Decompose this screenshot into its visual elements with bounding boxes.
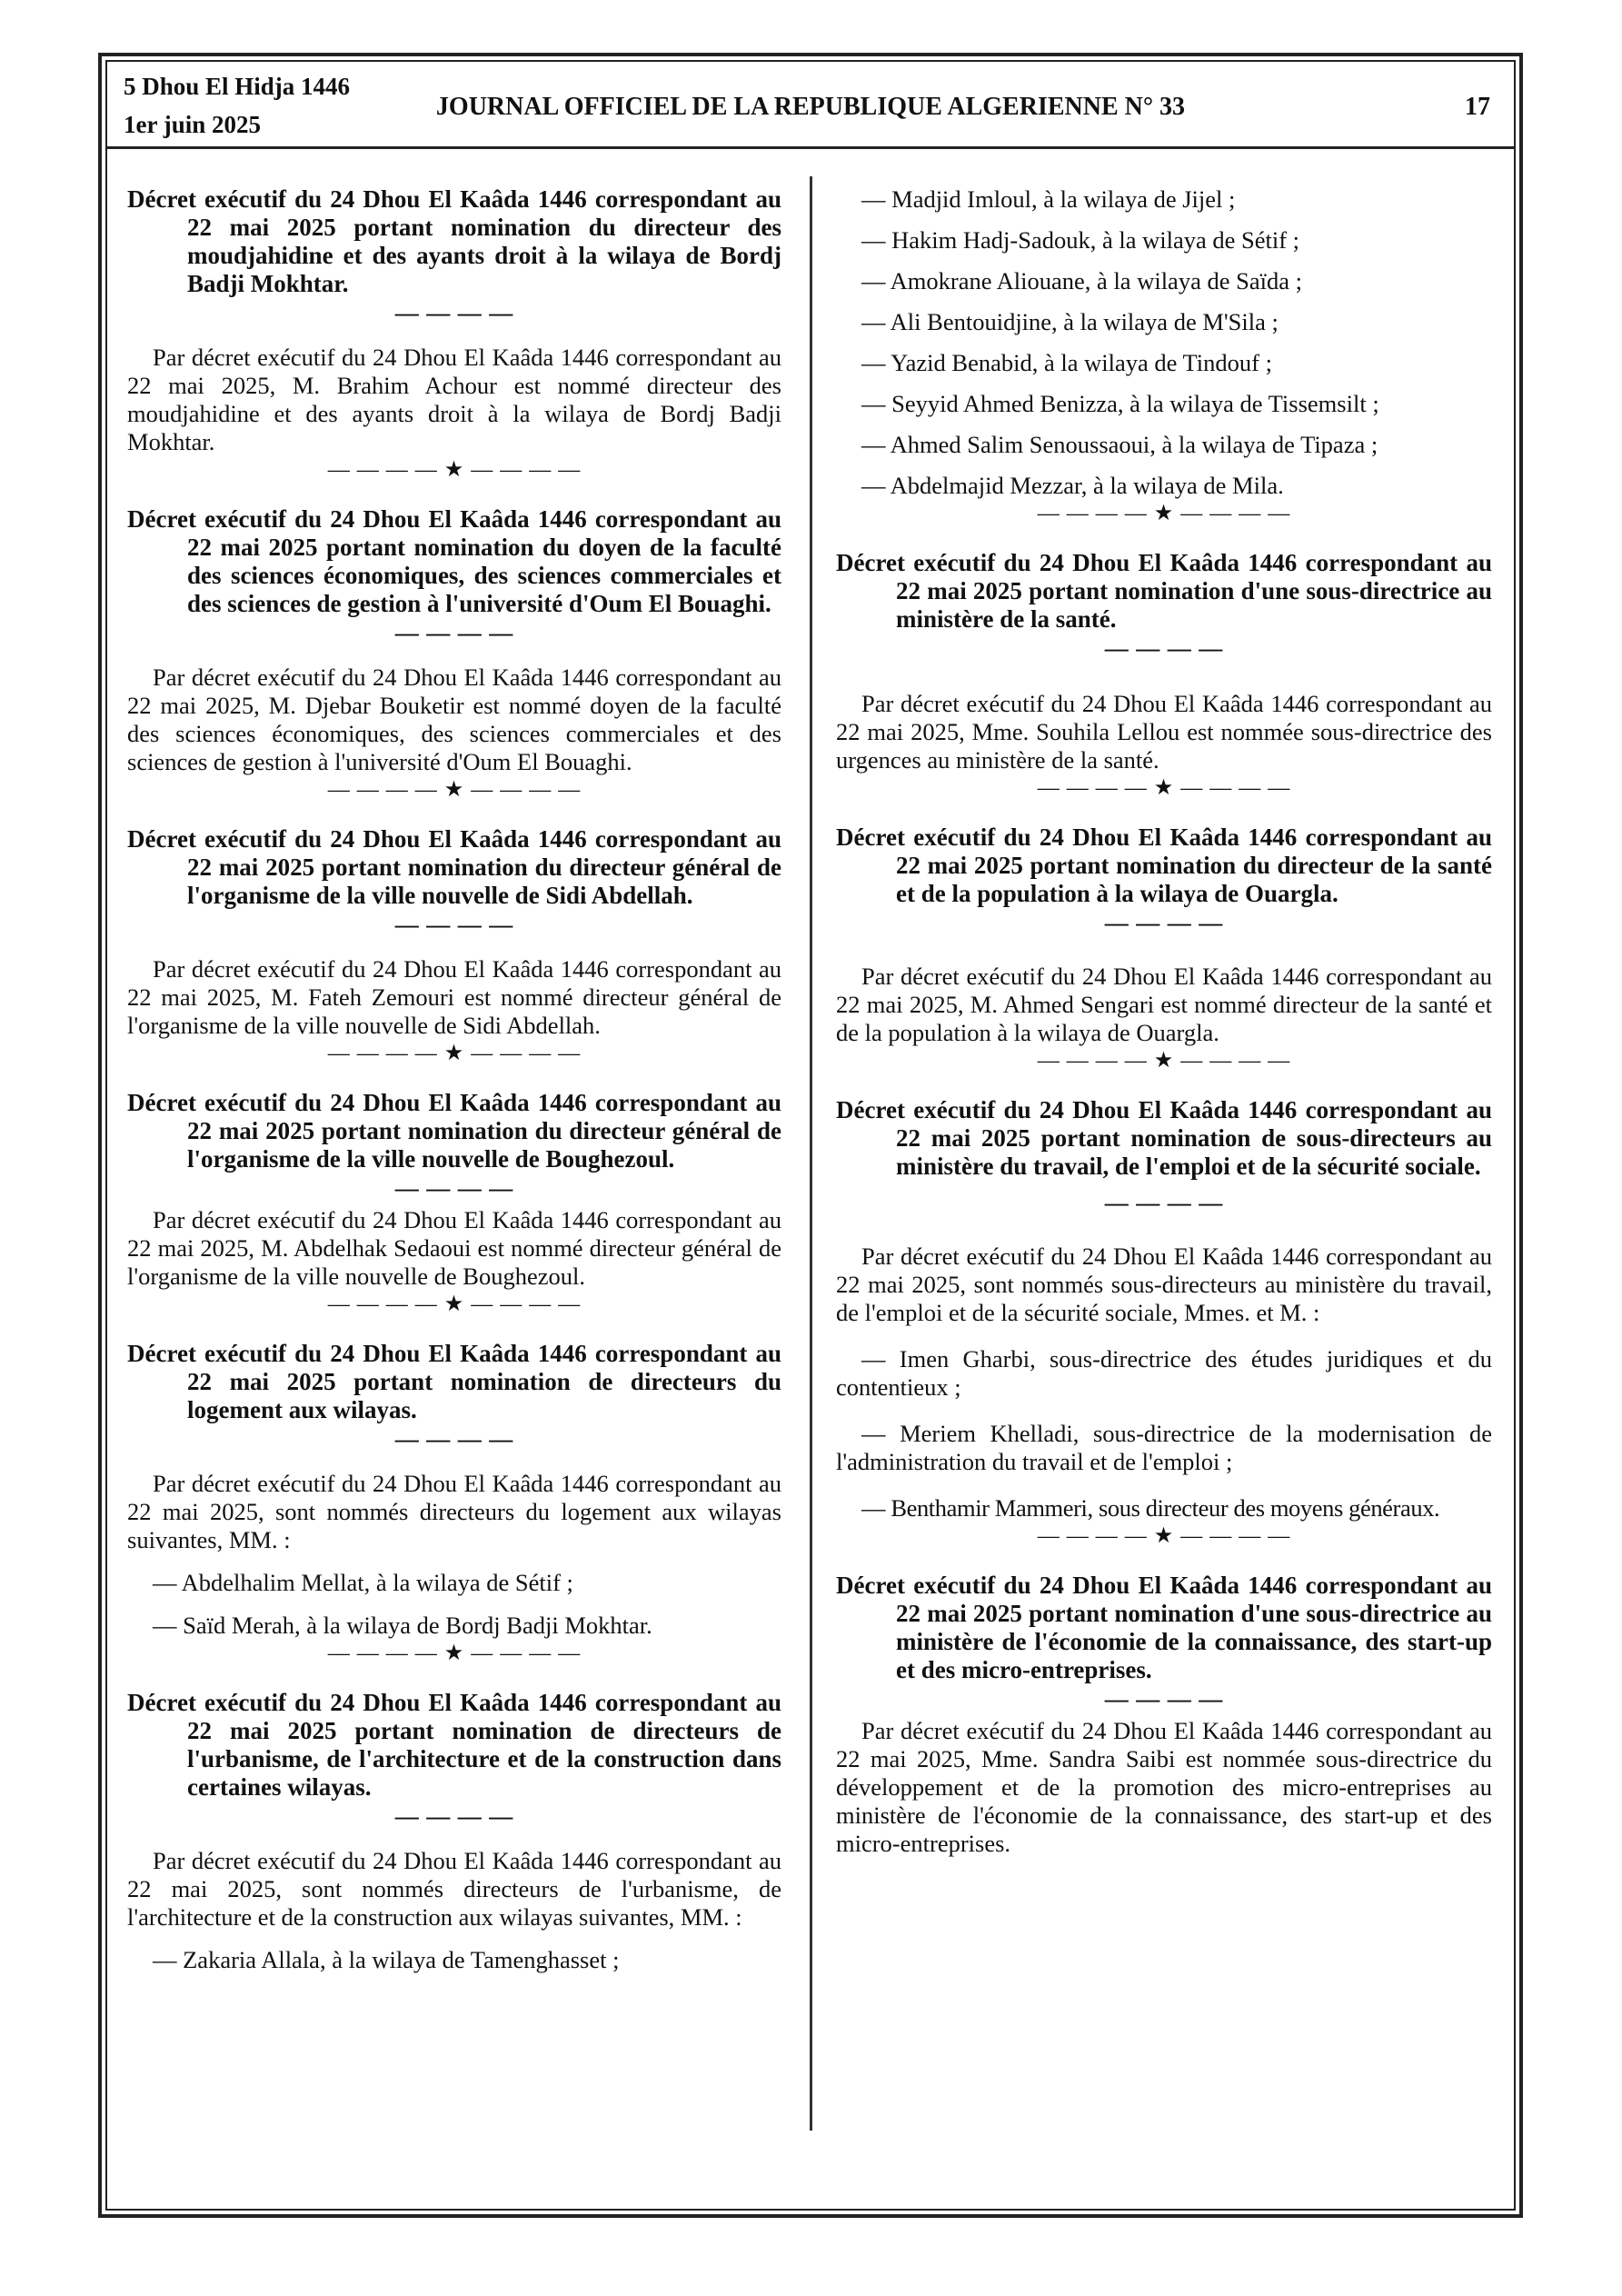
decree-5	[127, 1340, 781, 1667]
short-separator: — — — —	[1104, 1190, 1224, 1216]
star-separator: — — — — ★ — — — —	[327, 778, 582, 802]
star-separator: — — — — ★ — — — —	[1037, 1524, 1291, 1548]
list-item: — Abdelmajid Mezzar, à la wilaya de Mila.	[861, 472, 1284, 499]
short-separator: — — — —	[394, 1426, 514, 1452]
decree-body: Par décret exécutif du 24 Dhou El Kaâda 1446 correspondant au 22 mai 2025, M. Brahim Achour est nommé directeur des moudjahidine et des ayants droit à la wilaya de Bordj Badji Mokhtar.	[127, 344, 781, 455]
decree-title: Décret exécutif du 24 Dhou El Kaâda 1446 correspondant au 22 mai 2025 portant nomination du directeur de la santé et de la population à la wilaya de Ouargla.	[836, 824, 1492, 907]
decree-title: Décret exécutif du 24 Dhou El Kaâda 1446 correspondant au 22 mai 2025 portant nomination d'une sous-directrice au ministère de l'économie de la connaissance, des start-up et des micro-entreprises.	[836, 1572, 1492, 1683]
star-separator: — — — — ★ — — — —	[327, 458, 582, 482]
decree-title: Décret exécutif du 24 Dhou El Kaâda 1446 correspondant au 22 mai 2025 portant nomination d'une sous-directrice au ministère de la santé.	[836, 549, 1492, 633]
decree-7	[836, 549, 1492, 802]
short-separator: — — — —	[394, 1175, 514, 1202]
star-separator: — — — — ★ — — — —	[327, 1293, 582, 1316]
star-separator: — — — — ★ — — — —	[1037, 502, 1291, 525]
list-item: — Ahmed Salim Senoussaoui, à la wilaya de Tipaza ;	[861, 431, 1378, 458]
list-item: — Hakim Hadj-Sadouk, à la wilaya de Sétif ;	[861, 226, 1300, 254]
decree-2	[127, 505, 781, 804]
decree-body: Par décret exécutif du 24 Dhou El Kaâda 1446 correspondant au 22 mai 2025, M. Djebar Bouketir est nommé doyen de la faculté des sciences économiques, des sciences commerciales et des sciences de gestion à l'université d'Oum El Bouaghi.	[127, 664, 781, 775]
decree-title: Décret exécutif du 24 Dhou El Kaâda 1446 correspondant au 22 mai 2025 portant nomination du directeur général de l'organisme de la ville nouvelle de Sidi Abdellah.	[127, 825, 781, 909]
short-separator: — — — —	[394, 1803, 514, 1830]
decree-body: Par décret exécutif du 24 Dhou El Kaâda 1446 correspondant au 22 mai 2025, sont nommés directeurs du logement aux wilayas suivantes, MM. :	[127, 1470, 781, 1553]
decree-title: Décret exécutif du 24 Dhou El Kaâda 1446 correspondant au 22 mai 2025 portant nomination de directeurs de l'urbanisme, de l'architecture et de la construction dans certaines wilayas.	[127, 1689, 781, 1801]
decree-body: Par décret exécutif du 24 Dhou El Kaâda 1446 correspondant au 22 mai 2025, sont nommés sous-directeurs au ministère du travail, de l'emploi et de la sécurité sociale, Mmes. et M. :	[836, 1243, 1492, 1326]
decree-body: Par décret exécutif du 24 Dhou El Kaâda 1446 correspondant au 22 mai 2025, M. Fateh Zemouri est nommé directeur général de l'organisme de la ville nouvelle de Sidi Abdellah.	[127, 955, 781, 1039]
page-header	[105, 60, 1516, 149]
short-separator: — — — —	[1104, 910, 1224, 936]
star-separator: — — — — ★ — — — —	[327, 1642, 582, 1665]
left-column	[127, 185, 781, 1974]
decree-6	[127, 1689, 781, 1974]
decree-title: Décret exécutif du 24 Dhou El Kaâda 1446 correspondant au 22 mai 2025 portant nomination de sous-directeurs au ministère du travail, de l'emploi et de la sécurité sociale.	[836, 1096, 1492, 1180]
decree-4	[127, 1089, 781, 1318]
list-item: — Yazid Benabid, à la wilaya de Tindouf ;	[861, 349, 1272, 376]
right-column	[836, 185, 1492, 1858]
list-item: — Abdelhalim Mellat, à la wilaya de Sétif ;	[153, 1569, 573, 1596]
list-item: — Saïd Merah, à la wilaya de Bordj Badji Mokhtar.	[153, 1612, 652, 1639]
list-item: — Benthamir Mammeri, sous directeur des moyens généraux.	[861, 1494, 1440, 1522]
page-number: 17	[1465, 93, 1490, 121]
short-separator: — — — —	[394, 912, 514, 938]
short-separator: — — — —	[394, 300, 514, 326]
decree-body: Par décret exécutif du 24 Dhou El Kaâda 1446 correspondant au 22 mai 2025, Mme. Sandra Saibi est nommée sous-directrice du développement et de la promotion des micro-entreprises au ministère de l'économie de la connaissance, des start-up et des micro-entreprises.	[836, 1717, 1492, 1857]
decree-10	[836, 1572, 1492, 1858]
short-separator: — — — —	[1104, 635, 1224, 662]
star-separator: — — — — ★ — — — —	[327, 1042, 582, 1065]
decree-body: Par décret exécutif du 24 Dhou El Kaâda 1446 correspondant au 22 mai 2025, sont nommés directeurs de l'urbanisme, de l'architecture et de la construction aux wilayas suivantes, MM. :	[127, 1847, 781, 1931]
decree-9	[836, 1096, 1492, 1550]
journal-title: JOURNAL OFFICIEL DE LA REPUBLIQUE ALGERIENNE N° 33	[435, 93, 1186, 121]
gregorian-date: 1er juin 2025	[124, 111, 262, 138]
decree-body: Par décret exécutif du 24 Dhou El Kaâda 1446 correspondant au 22 mai 2025, M. Abdelhak Sedaoui est nommé directeur général de l'organisme de la ville nouvelle de Boughezoul.	[127, 1206, 781, 1290]
hijri-date: 5 Dhou El Hidja 1446	[124, 73, 351, 100]
decree-body: Par décret exécutif du 24 Dhou El Kaâda 1446 correspondant au 22 mai 2025, Mme. Souhila Lellou est nommée sous-directrice des urgences au ministère de la santé.	[836, 690, 1492, 774]
star-separator: — — — — ★ — — — —	[1037, 776, 1291, 800]
decree-3	[127, 825, 781, 1067]
decree-title: Décret exécutif du 24 Dhou El Kaâda 1446 correspondant au 22 mai 2025 portant nomination du directeur des moudjahidine et des ayants droit à la wilaya de Bordj Badji Mokhtar.	[127, 185, 781, 297]
list-item: — Zakaria Allala, à la wilaya de Tamenghasset ;	[153, 1946, 620, 1973]
decree-body: Par décret exécutif du 24 Dhou El Kaâda 1446 correspondant au 22 mai 2025, M. Ahmed Sengari est nommé directeur de la santé et de la population à la wilaya de Ouargla.	[836, 963, 1492, 1046]
decree-1	[127, 185, 781, 484]
decree-6-continued	[836, 185, 1492, 527]
star-separator: — — — — ★ — — — —	[1037, 1049, 1291, 1073]
list-item: — Madjid Imloul, à la wilaya de Jijel ;	[861, 185, 1236, 213]
list-item: — Seyyid Ahmed Benizza, à la wilaya de Tissemsilt ;	[861, 390, 1379, 417]
decree-title: Décret exécutif du 24 Dhou El Kaâda 1446 correspondant au 22 mai 2025 portant nomination du directeur général de l'organisme de la ville nouvelle de Boughezoul.	[127, 1089, 781, 1173]
list-item: — Imen Gharbi, sous-directrice des études juridiques et du contentieux ;	[836, 1345, 1492, 1401]
list-item: — Meriem Khelladi, sous-directrice de la modernisation de l'administration du travail et de l'emploi ;	[836, 1420, 1492, 1475]
list-item: — Ali Bentouidjine, à la wilaya de M'Sila ;	[861, 308, 1279, 335]
short-separator: — — — —	[394, 620, 514, 646]
short-separator: — — — —	[1104, 1686, 1224, 1712]
column-divider	[810, 176, 812, 2131]
decree-title: Décret exécutif du 24 Dhou El Kaâda 1446 correspondant au 22 mai 2025 portant nomination de directeurs du logement aux wilayas.	[127, 1340, 781, 1423]
decree-title: Décret exécutif du 24 Dhou El Kaâda 1446 correspondant au 22 mai 2025 portant nomination du doyen de la faculté des sciences économiques, des sciences commerciales et des sciences de gestion à l'université d'Oum El Bouaghi.	[127, 505, 781, 617]
list-item: — Amokrane Aliouane, à la wilaya de Saïda ;	[861, 267, 1302, 294]
decree-8	[836, 824, 1492, 1074]
